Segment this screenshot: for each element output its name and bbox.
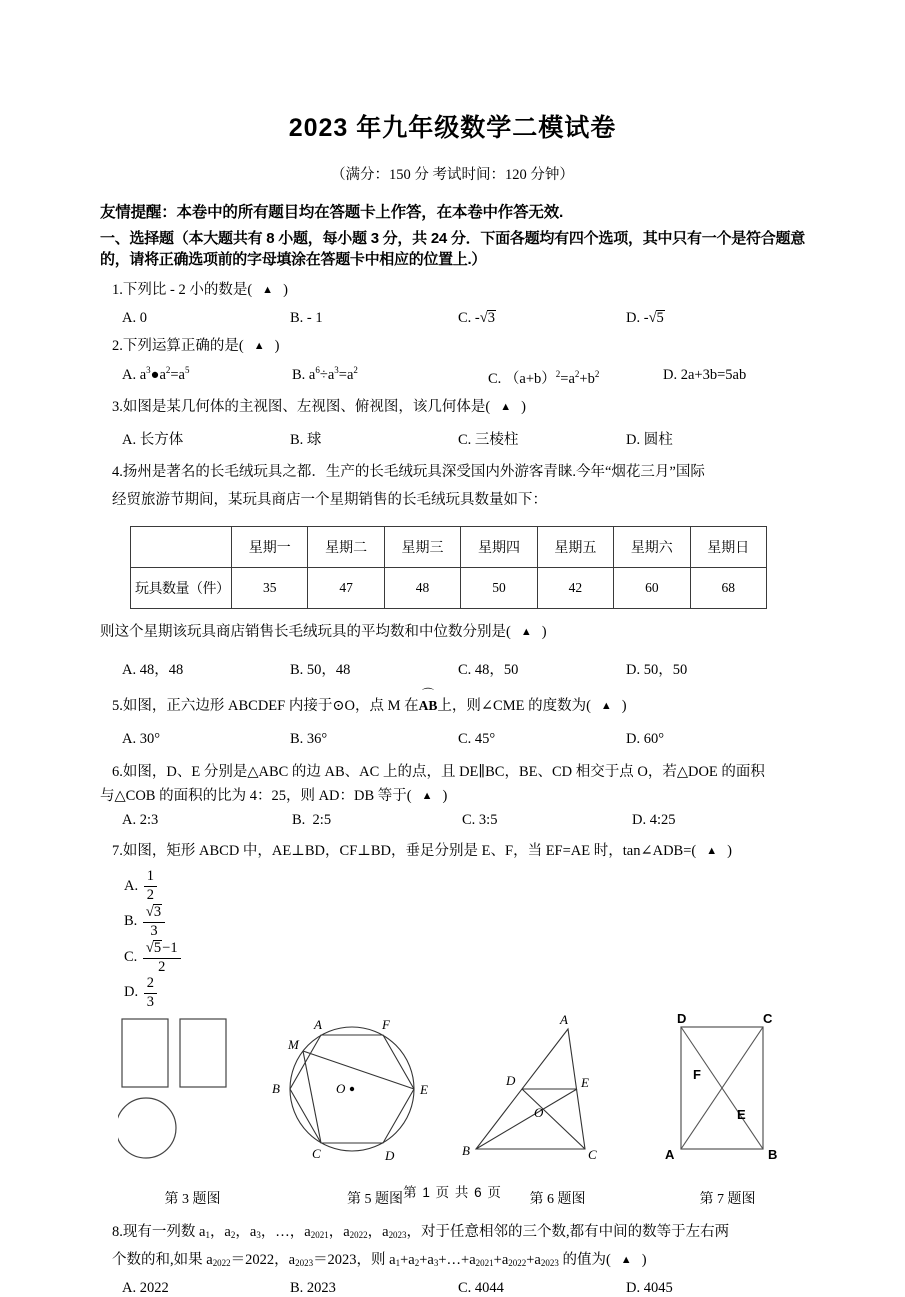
- label-A: A: [560, 1012, 568, 1027]
- opt-letter: C.: [458, 310, 472, 327]
- question-6-stem-line1: 6.如图，D、E 分别是△ABC 的边 AB、AC 上的点，且 DE∥BC，BE、CD 相交于点 O，若△DOE 的面积: [112, 763, 765, 780]
- table-col-header: 星期二: [308, 527, 384, 568]
- opt-letter: A.: [122, 367, 137, 384]
- segment-ME: [303, 1051, 414, 1089]
- answer-marker-3: ▲: [500, 401, 512, 414]
- question-7-stem: 7.如图，矩形 ABCD 中，AE⊥BD，CF⊥BD，垂足分别是 E、F，当 EF=AE 时，tan∠ADB=( ▲ ): [112, 843, 732, 860]
- side-view-rect: [180, 1019, 226, 1087]
- opt-letter: A.: [122, 431, 137, 448]
- table-row: [131, 568, 767, 609]
- opt-text: 2:3: [139, 812, 159, 829]
- question-2-stem: [100, 327, 805, 358]
- opt-letter: B.: [292, 367, 306, 384]
- option-6-B[interactable]: [292, 812, 462, 829]
- table-cell-value: 35: [232, 568, 308, 609]
- option-2-B[interactable]: B. $a^6\div a^3=a^2$: [292, 365, 358, 384]
- toy-sales-table-wrap: [100, 514, 805, 609]
- question-4-stem-line2: 经贸旅游节期间，某玩具商店一个星期销售的长毛绒玩具数量如下：: [112, 492, 547, 509]
- option-6-A[interactable]: [122, 812, 292, 829]
- q2-stem-text: 2.下列运算正确的是(: [112, 338, 244, 355]
- page-footer: 第 1 页 共 6 页: [403, 1185, 502, 1200]
- table-col-header: 星期日: [690, 527, 766, 568]
- sqrt-icon: √3: [479, 310, 495, 327]
- opt-letter: C.: [458, 662, 472, 679]
- question-4-options: [100, 644, 805, 679]
- fraction: $\frac{1}{2}$: [144, 869, 157, 904]
- option-2-C[interactable]: C. $(a+b)^2=a^2+b^2$: [488, 369, 600, 388]
- table-col-header: 星期三: [384, 527, 460, 568]
- figure-7-caption: 第 7 题图: [699, 1191, 756, 1207]
- question-7-options: [102, 863, 292, 1011]
- label-D: D: [385, 1147, 395, 1163]
- label-A: A: [665, 1146, 675, 1162]
- opt-text: 长方体: [139, 431, 184, 448]
- opt-text: 50，48: [306, 662, 351, 679]
- option-2-A[interactable]: A. $a^3●a^2=a^5$: [122, 365, 190, 384]
- question-3-stem: [100, 388, 805, 419]
- question-8-stem-line2: 个数的和,如果 $a_{2022}=2022$，$a_{2023}=2023$，则 $a_1+a_2+a_3+\dots+a_{2021}+a_{2022}+a_{2023}$ 的值为( ▲ ): [112, 1251, 647, 1269]
- label-F: F: [382, 1016, 390, 1032]
- label-F: F: [693, 1066, 701, 1082]
- label-B: B: [462, 1142, 470, 1158]
- option-7-A[interactable]: [124, 869, 292, 904]
- opt-letter: D.: [632, 812, 647, 829]
- label-O: O: [336, 1080, 346, 1096]
- label-M: M: [288, 1036, 299, 1052]
- option-8-C[interactable]: [458, 1280, 626, 1297]
- label-D: D: [677, 1010, 687, 1026]
- option-3-D[interactable]: [626, 428, 794, 449]
- opt-text: 4044: [474, 1280, 504, 1297]
- question-1-stem: [100, 271, 805, 302]
- opt-letter: A.: [122, 812, 137, 829]
- opt-letter: C.: [462, 812, 476, 829]
- figure-5-svg: [270, 1011, 435, 1166]
- opt-text: 45°: [474, 730, 496, 747]
- opt-letter: B.: [290, 310, 304, 327]
- label-C: C: [763, 1010, 773, 1026]
- option-3-A[interactable]: [122, 428, 290, 449]
- opt-letter: D.: [124, 984, 139, 1001]
- table-header-row: [131, 527, 767, 568]
- opt-letter: D.: [626, 730, 641, 747]
- question-4-stem-line1: 4.扬州是著名的长毛绒玩具之都．生产的长毛绒玩具深受国内外游客青睐.今年“烟花三月”国际: [112, 463, 705, 480]
- figures-row: [100, 1011, 805, 1186]
- table-row-label: 玩具数量（件）: [131, 568, 232, 609]
- table-corner-cell: [131, 527, 232, 568]
- arc-ab-notation: ⌒ AB: [418, 687, 438, 714]
- q1-stem-tail: ): [283, 281, 288, 298]
- option-4-B[interactable]: [290, 658, 458, 679]
- option-7-C[interactable]: [124, 940, 292, 976]
- opt-letter: C.: [458, 1280, 472, 1297]
- page-title: 2023 年九年级数学二模试卷: [288, 114, 617, 142]
- opt-letter: C.: [458, 431, 472, 448]
- segment-MC: [303, 1051, 321, 1143]
- opt-text: 50，50: [643, 662, 688, 679]
- fraction: $\frac{√3}{3}$: [143, 904, 165, 940]
- label-E: E: [581, 1074, 589, 1090]
- option-5-B[interactable]: [290, 731, 458, 748]
- section-heading-choice: 一、选择题（本大题共有 8 小题，每小题 3 分，共 24 分．下面各题均有四个选项，其中只有一个是符合题意的，请将正确选项前的字母填涂在答题卡中相应的位置上.）: [100, 230, 805, 269]
- opt-letter: D.: [626, 1280, 641, 1297]
- option-6-C[interactable]: [462, 812, 632, 829]
- label-D: D: [506, 1072, 516, 1088]
- center-point-O: [350, 1086, 354, 1090]
- sqrt-icon: √3: [145, 904, 162, 920]
- toy-sales-table: [130, 526, 767, 609]
- table-col-header: 星期四: [461, 527, 537, 568]
- opt-text: 60°: [643, 730, 665, 747]
- label-C: C: [588, 1146, 597, 1162]
- answer-marker-4: ▲: [520, 626, 532, 639]
- figure-6: [460, 1013, 620, 1165]
- figure-6-svg: [460, 1013, 620, 1165]
- opt-letter: B.: [124, 912, 138, 929]
- opt-letter: A.: [122, 1280, 137, 1297]
- option-7-B[interactable]: [124, 904, 292, 940]
- radicand: 5: [153, 939, 162, 956]
- opt-text: 36°: [306, 730, 328, 747]
- opt-text: 48，50: [474, 662, 519, 679]
- option-2-D[interactable]: [663, 367, 746, 388]
- answer-marker-5: ▲: [600, 700, 612, 713]
- radicand: 5: [656, 310, 664, 327]
- label-C: C: [312, 1145, 321, 1161]
- label-B: B: [768, 1146, 778, 1162]
- opt-text: 三棱柱: [474, 431, 519, 448]
- option-5-D[interactable]: [626, 731, 794, 748]
- opt-text: 球: [306, 431, 322, 448]
- option-8-A[interactable]: [122, 1280, 290, 1297]
- opt-text: 圆柱: [643, 431, 673, 448]
- opt-letter: A.: [122, 310, 137, 327]
- answer-marker-7: ▲: [706, 845, 718, 858]
- label-B: B: [272, 1080, 280, 1096]
- fraction: $\frac{2}{3}$: [144, 976, 157, 1011]
- option-4-A[interactable]: [122, 658, 290, 679]
- opt-text: 4:25: [649, 812, 676, 829]
- question-5-options: [100, 718, 805, 748]
- opt-text: 30°: [139, 730, 161, 747]
- figure-6-caption: 第 6 题图: [529, 1191, 586, 1207]
- label-O: O: [534, 1104, 544, 1120]
- q1-stem-text: 1.下列比 - 2 小的数是(: [112, 281, 253, 298]
- opt-letter: A.: [122, 662, 137, 679]
- exam-notice: 友情提醒：本卷中的所有题目均在答题卡上作答，在本卷中作答无效.: [100, 204, 564, 221]
- option-1-A[interactable]: [122, 310, 290, 327]
- option-1-D[interactable]: [626, 310, 794, 327]
- label-E: E: [420, 1081, 428, 1097]
- opt-text: 4045: [643, 1280, 673, 1297]
- table-cell-value: 68: [690, 568, 766, 609]
- option-7-D[interactable]: [124, 976, 292, 1011]
- table-col-header: 星期五: [537, 527, 613, 568]
- option-8-B[interactable]: [290, 1280, 458, 1297]
- segment-DC: [522, 1089, 585, 1149]
- option-8-D[interactable]: [626, 1280, 794, 1297]
- question-1-options: [100, 301, 805, 327]
- numerator-sqrt-minus-one: √5−1: [143, 940, 181, 959]
- figure-3-svg: [118, 1015, 248, 1165]
- opt-text: 2a+3b=5ab: [680, 367, 747, 384]
- opt-text: 3:5: [478, 812, 498, 829]
- question-4-stem-line3: 则这个星期该玩具商店销售长毛绒玩具的平均数和中位数分别是( ▲ ): [100, 624, 547, 641]
- table-cell-value: 42: [537, 568, 613, 609]
- q3-stem-text: 3.如图是某几何体的主视图、左视图、俯视图，该几何体是(: [112, 399, 491, 416]
- option-1-B[interactable]: [290, 310, 458, 327]
- opt-text: 2023: [306, 1280, 336, 1297]
- divide-icon: ÷: [319, 367, 328, 384]
- answer-marker-2: ▲: [253, 340, 265, 353]
- opt-letter: A.: [122, 730, 137, 747]
- question-8-options: [100, 1274, 805, 1297]
- figure-3: [118, 1015, 248, 1165]
- label-E: E: [737, 1106, 746, 1122]
- opt-letter: C.: [124, 948, 138, 965]
- figure-3-caption: 第 3 题图: [164, 1191, 221, 1207]
- table-cell-value: 48: [384, 568, 460, 609]
- question-5-stem: 5.如图，正六边形 ABCDEF 内接于⊙O，点 M 在 ⌒ AB上，则∠CME 的度数为( ▲ ): [100, 679, 805, 718]
- table-col-header: 星期一: [232, 527, 308, 568]
- option-5-C[interactable]: [458, 731, 626, 748]
- opt-letter: C.: [488, 371, 502, 388]
- opt-text: 2022: [139, 1280, 169, 1297]
- numerator-sqrt: [143, 904, 165, 923]
- opt-letter: B.: [290, 431, 304, 448]
- opt-text: 0: [139, 310, 147, 327]
- question-2-options: [100, 358, 805, 388]
- option-3-C[interactable]: [458, 428, 626, 449]
- opt-letter: D.: [626, 310, 641, 327]
- figure-5-caption: 第 5 题图: [347, 1191, 403, 1207]
- multiply-dot-icon: ●: [150, 367, 160, 384]
- opt-letter: D.: [663, 367, 678, 384]
- option-5-A[interactable]: [122, 731, 290, 748]
- question-8-stem-line1: 8.现有一列数 $a_1$，$a_2$，$a_3$，…，$a_{2021}$，$a_{2022}$，$a_{2023}$，对于任意相邻的三个数,都有中间的数等于左右两: [112, 1223, 730, 1240]
- option-1-C[interactable]: [458, 310, 626, 327]
- figure-5: [270, 1011, 435, 1166]
- exam-subtitle: （满分：150 分 考试时间：120 分钟）: [331, 167, 574, 183]
- sqrt-icon: √5: [145, 939, 162, 956]
- opt-letter: C.: [458, 730, 472, 747]
- answer-marker-1: ▲: [262, 283, 274, 296]
- minus-sign: -: [474, 310, 480, 327]
- sqrt-icon: √5: [648, 310, 664, 327]
- opt-text: - 1: [306, 310, 323, 327]
- fraction: $\frac{√5-1}{2}$: [143, 940, 181, 976]
- figure-7: [655, 1011, 805, 1166]
- figure-7-svg: [655, 1011, 805, 1166]
- option-6-D[interactable]: [632, 812, 802, 829]
- minus-sign: -: [643, 310, 649, 327]
- table-cell-value: 47: [308, 568, 384, 609]
- option-4-D[interactable]: [626, 658, 794, 679]
- opt-letter: B.: [290, 662, 304, 679]
- question-3-options: [100, 419, 805, 449]
- radicand: 3: [153, 904, 162, 920]
- opt-letter: B.: [290, 730, 304, 747]
- table-col-header: 星期六: [614, 527, 690, 568]
- opt-text: 2:5: [312, 812, 332, 829]
- opt-letter: B.: [292, 812, 306, 829]
- opt-letter: A.: [124, 877, 139, 894]
- opt-letter: D.: [626, 662, 641, 679]
- q3-stem-tail: ): [521, 399, 526, 416]
- table-cell-value: 60: [614, 568, 690, 609]
- segment-BE: [476, 1089, 577, 1149]
- question-6-stem-line2: 与△COB 的面积的比为 4：25，则 AD：DB 等于( ▲ ): [100, 787, 448, 804]
- question-6-options: [100, 807, 805, 829]
- opt-text: 48，48: [139, 662, 184, 679]
- answer-marker-6: ▲: [421, 789, 433, 802]
- option-4-C[interactable]: [458, 658, 626, 679]
- front-view-rect: [122, 1019, 168, 1087]
- top-view-circle: [118, 1098, 176, 1158]
- radicand: 3: [487, 310, 495, 327]
- label-A: A: [314, 1016, 322, 1032]
- opt-letter: B.: [290, 1280, 304, 1297]
- q2-stem-tail: ): [274, 338, 280, 355]
- table-cell-value: 50: [461, 568, 537, 609]
- option-3-B[interactable]: [290, 428, 458, 449]
- arc-icon: ⌒: [421, 687, 434, 702]
- answer-marker-8: ▲: [620, 1253, 632, 1266]
- opt-letter: D.: [626, 431, 641, 448]
